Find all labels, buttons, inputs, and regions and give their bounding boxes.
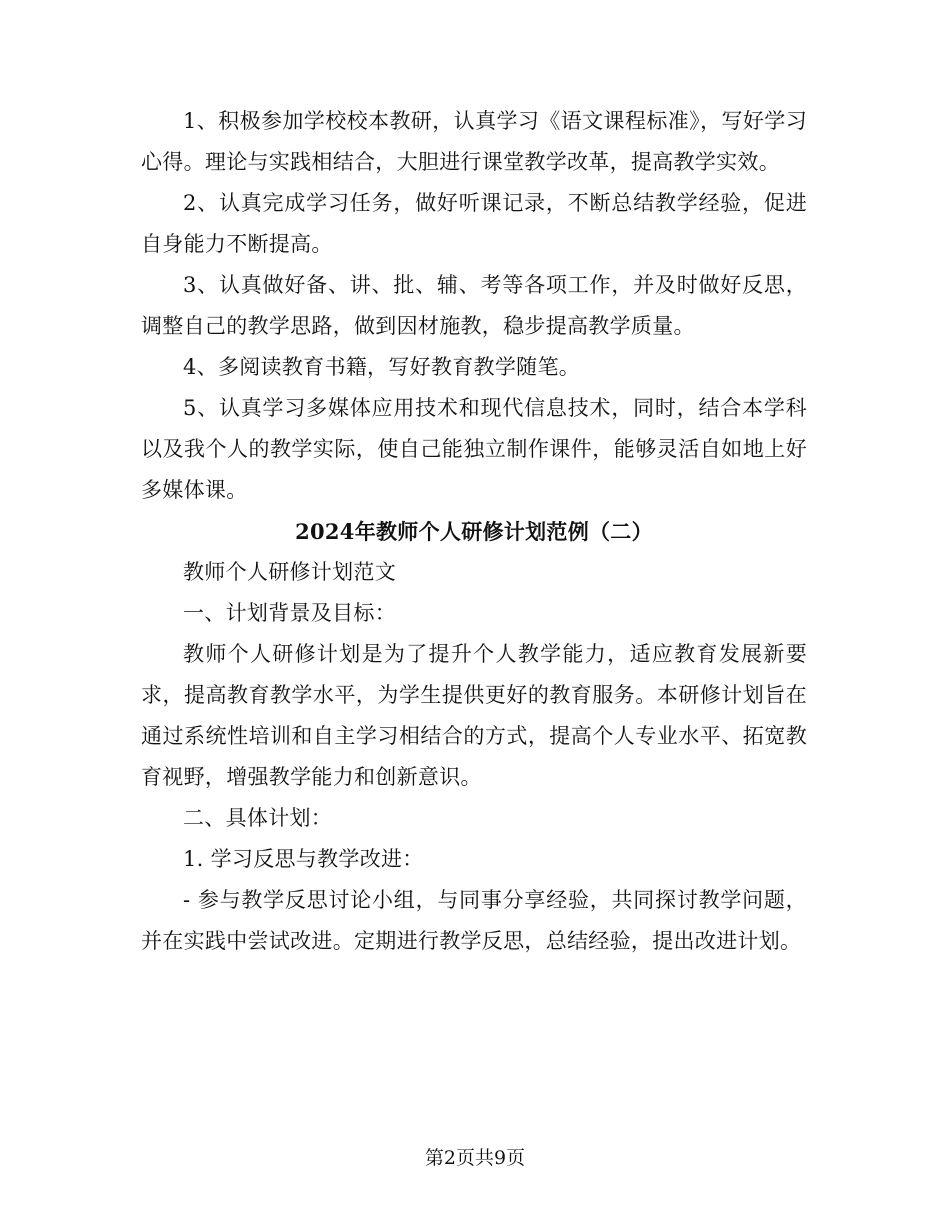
paragraph-item-4: 4、多阅读教育书籍，写好教育教学随笔。 [183, 355, 581, 379]
subtitle-paragraph: 教师个人研修计划范文 [183, 560, 396, 584]
paragraph-item-2: 2、认真完成学习任务，做好听课记录，不断总结教学经验，促进自身能力不断提高。 [141, 191, 807, 256]
paragraph-item-5: 5、认真学习多媒体应用技术和现代信息技术，同时，结合本学科以及我个人的教学实际，使自己能独立制作课件，能够灵活自如地上好多媒体课。 [141, 396, 807, 502]
plan-item-1-detail: - 参与教学反思讨论小组，与同事分享经验，共同探讨教学问题，并在实践中尝试改进。定期进行教学反思，总结经验，提出改进计划。 [141, 888, 807, 953]
paragraph-item-1: 1、积极参加学校校本教研，认真学习《语文课程标准》，写好学习心得。理论与实践相结合，大胆进行课堂教学改革，提高教学实效。 [141, 109, 807, 174]
plan-item-1-heading: 1. 学习反思与教学改进： [183, 847, 424, 871]
paragraph-item-3: 3、认真做好备、讲、批、辅、考等各项工作，并及时做好反思，调整自己的教学思路，做到因材施教，稳步提高教学质量。 [141, 273, 807, 338]
heading-background-goals: 一、计划背景及目标： [183, 601, 396, 625]
background-paragraph: 教师个人研修计划是为了提升个人教学能力，适应教育发展新要求，提高教育教学水平，为学生提供更好的教育服务。本研修计划旨在通过系统性培训和自主学习相结合的方式，提高个人专业水平、拓宽教育视野，增强教学能力和创新意识。 [141, 642, 807, 789]
section-title: 2024年教师个人研修计划范例（二） [295, 519, 653, 544]
page-footer: 第2页共9页 [424, 1147, 526, 1169]
document-body [141, 101, 807, 962]
heading-specific-plan: 二、具体计划： [183, 806, 333, 830]
